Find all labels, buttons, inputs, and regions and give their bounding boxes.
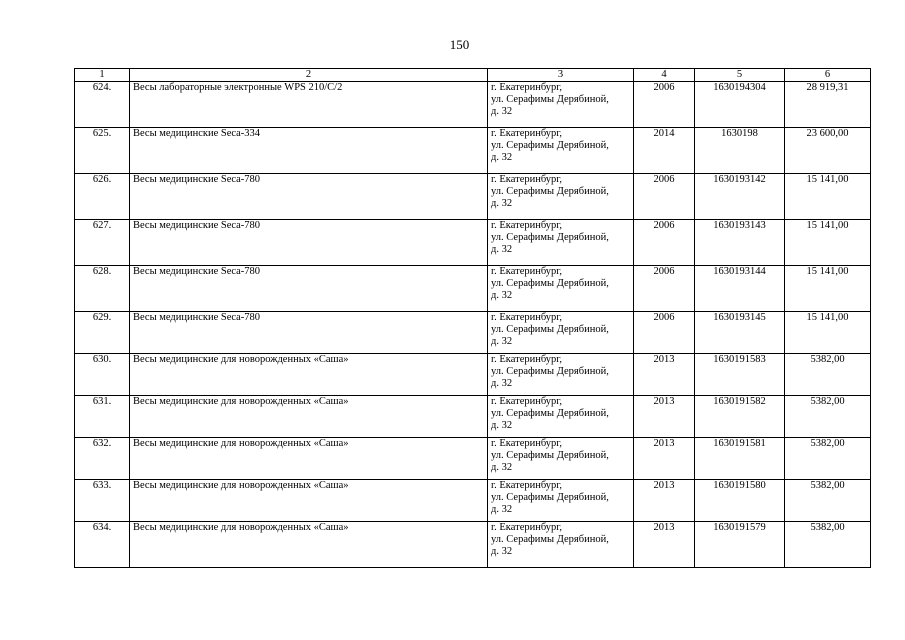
item-name: Весы медицинские Seca-780 [130, 174, 488, 220]
table-row [75, 480, 871, 522]
item-inventory-number: 1630191580 [695, 480, 785, 522]
item-cost: 15 141,00 [785, 220, 871, 266]
row-number: 629. [75, 312, 130, 354]
item-year: 2013 [634, 438, 695, 480]
item-name: Весы медицинские Seca-780 [130, 220, 488, 266]
table-row [75, 312, 871, 354]
item-cost: 28 919,31 [785, 82, 871, 128]
row-number: 631. [75, 396, 130, 438]
item-name: Весы медицинские для новорожденных «Саша» [130, 438, 488, 480]
column-header: 1 [75, 69, 130, 82]
row-number: 634. [75, 522, 130, 568]
row-number: 630. [75, 354, 130, 396]
item-cost: 5382,00 [785, 438, 871, 480]
item-year: 2006 [634, 266, 695, 312]
item-inventory-number: 1630191582 [695, 396, 785, 438]
table-row [75, 82, 871, 128]
item-address: г. Екатеринбург, ул. Серафимы Дерябиной, д. 32 [488, 266, 634, 312]
item-inventory-number: 1630191583 [695, 354, 785, 396]
item-address: г. Екатеринбург, ул. Серафимы Дерябиной, д. 32 [488, 522, 634, 568]
item-inventory-number: 1630194304 [695, 82, 785, 128]
row-number: 627. [75, 220, 130, 266]
column-header: 2 [130, 69, 488, 82]
table-row [75, 220, 871, 266]
item-year: 2006 [634, 312, 695, 354]
item-address: г. Екатеринбург, ул. Серафимы Дерябиной, д. 32 [488, 354, 634, 396]
item-year: 2006 [634, 174, 695, 220]
item-name: Весы лабораторные электронные WPS 210/C/2 [130, 82, 488, 128]
row-number: 624. [75, 82, 130, 128]
item-cost: 5382,00 [785, 522, 871, 568]
item-inventory-number: 1630191581 [695, 438, 785, 480]
table-row [75, 438, 871, 480]
item-cost: 5382,00 [785, 396, 871, 438]
column-header: 3 [488, 69, 634, 82]
item-inventory-number: 1630193144 [695, 266, 785, 312]
table-row [75, 128, 871, 174]
item-inventory-number: 1630198 [695, 128, 785, 174]
table-row [75, 174, 871, 220]
item-year: 2006 [634, 220, 695, 266]
item-cost: 23 600,00 [785, 128, 871, 174]
item-name: Весы медицинские для новорожденных «Саша» [130, 396, 488, 438]
item-year: 2014 [634, 128, 695, 174]
column-header: 5 [695, 69, 785, 82]
inventory-table [74, 68, 871, 568]
item-inventory-number: 1630193145 [695, 312, 785, 354]
item-inventory-number: 1630193143 [695, 220, 785, 266]
row-number: 632. [75, 438, 130, 480]
item-cost: 15 141,00 [785, 266, 871, 312]
item-year: 2013 [634, 354, 695, 396]
table-row [75, 354, 871, 396]
item-inventory-number: 1630191579 [695, 522, 785, 568]
item-name: Весы медицинские для новорожденных «Саша» [130, 354, 488, 396]
column-header: 6 [785, 69, 871, 82]
row-number: 633. [75, 480, 130, 522]
item-name: Весы медицинские Seca-780 [130, 266, 488, 312]
item-address: г. Екатеринбург, ул. Серафимы Дерябиной, д. 32 [488, 480, 634, 522]
item-year: 2013 [634, 480, 695, 522]
table-body [75, 82, 871, 568]
table-row [75, 522, 871, 568]
row-number: 626. [75, 174, 130, 220]
table-row [75, 266, 871, 312]
item-name: Весы медицинские для новорожденных «Саша» [130, 522, 488, 568]
column-number-row [75, 69, 871, 82]
item-cost: 15 141,00 [785, 174, 871, 220]
item-year: 2006 [634, 82, 695, 128]
row-number: 625. [75, 128, 130, 174]
page-number: 150 [449, 37, 470, 52]
item-address: г. Екатеринбург, ул. Серафимы Дерябиной, д. 32 [488, 82, 634, 128]
item-address: г. Екатеринбург, ул. Серафимы Дерябиной, д. 32 [488, 312, 634, 354]
item-address: г. Екатеринбург, ул. Серафимы Дерябиной, д. 32 [488, 128, 634, 174]
column-header: 4 [634, 69, 695, 82]
item-year: 2013 [634, 396, 695, 438]
item-cost: 5382,00 [785, 354, 871, 396]
table-header [75, 69, 871, 82]
item-cost: 15 141,00 [785, 312, 871, 354]
item-name: Весы медицинские Seca-780 [130, 312, 488, 354]
item-address: г. Екатеринбург, ул. Серафимы Дерябиной, д. 32 [488, 220, 634, 266]
item-address: г. Екатеринбург, ул. Серафимы Дерябиной, д. 32 [488, 438, 634, 480]
row-number: 628. [75, 266, 130, 312]
item-year: 2013 [634, 522, 695, 568]
item-name: Весы медицинские Seca-334 [130, 128, 488, 174]
table-row [75, 396, 871, 438]
item-cost: 5382,00 [785, 480, 871, 522]
item-name: Весы медицинские для новорожденных «Саша» [130, 480, 488, 522]
item-address: г. Екатеринбург, ул. Серафимы Дерябиной, д. 32 [488, 396, 634, 438]
item-inventory-number: 1630193142 [695, 174, 785, 220]
item-address: г. Екатеринбург, ул. Серафимы Дерябиной, д. 32 [488, 174, 634, 220]
